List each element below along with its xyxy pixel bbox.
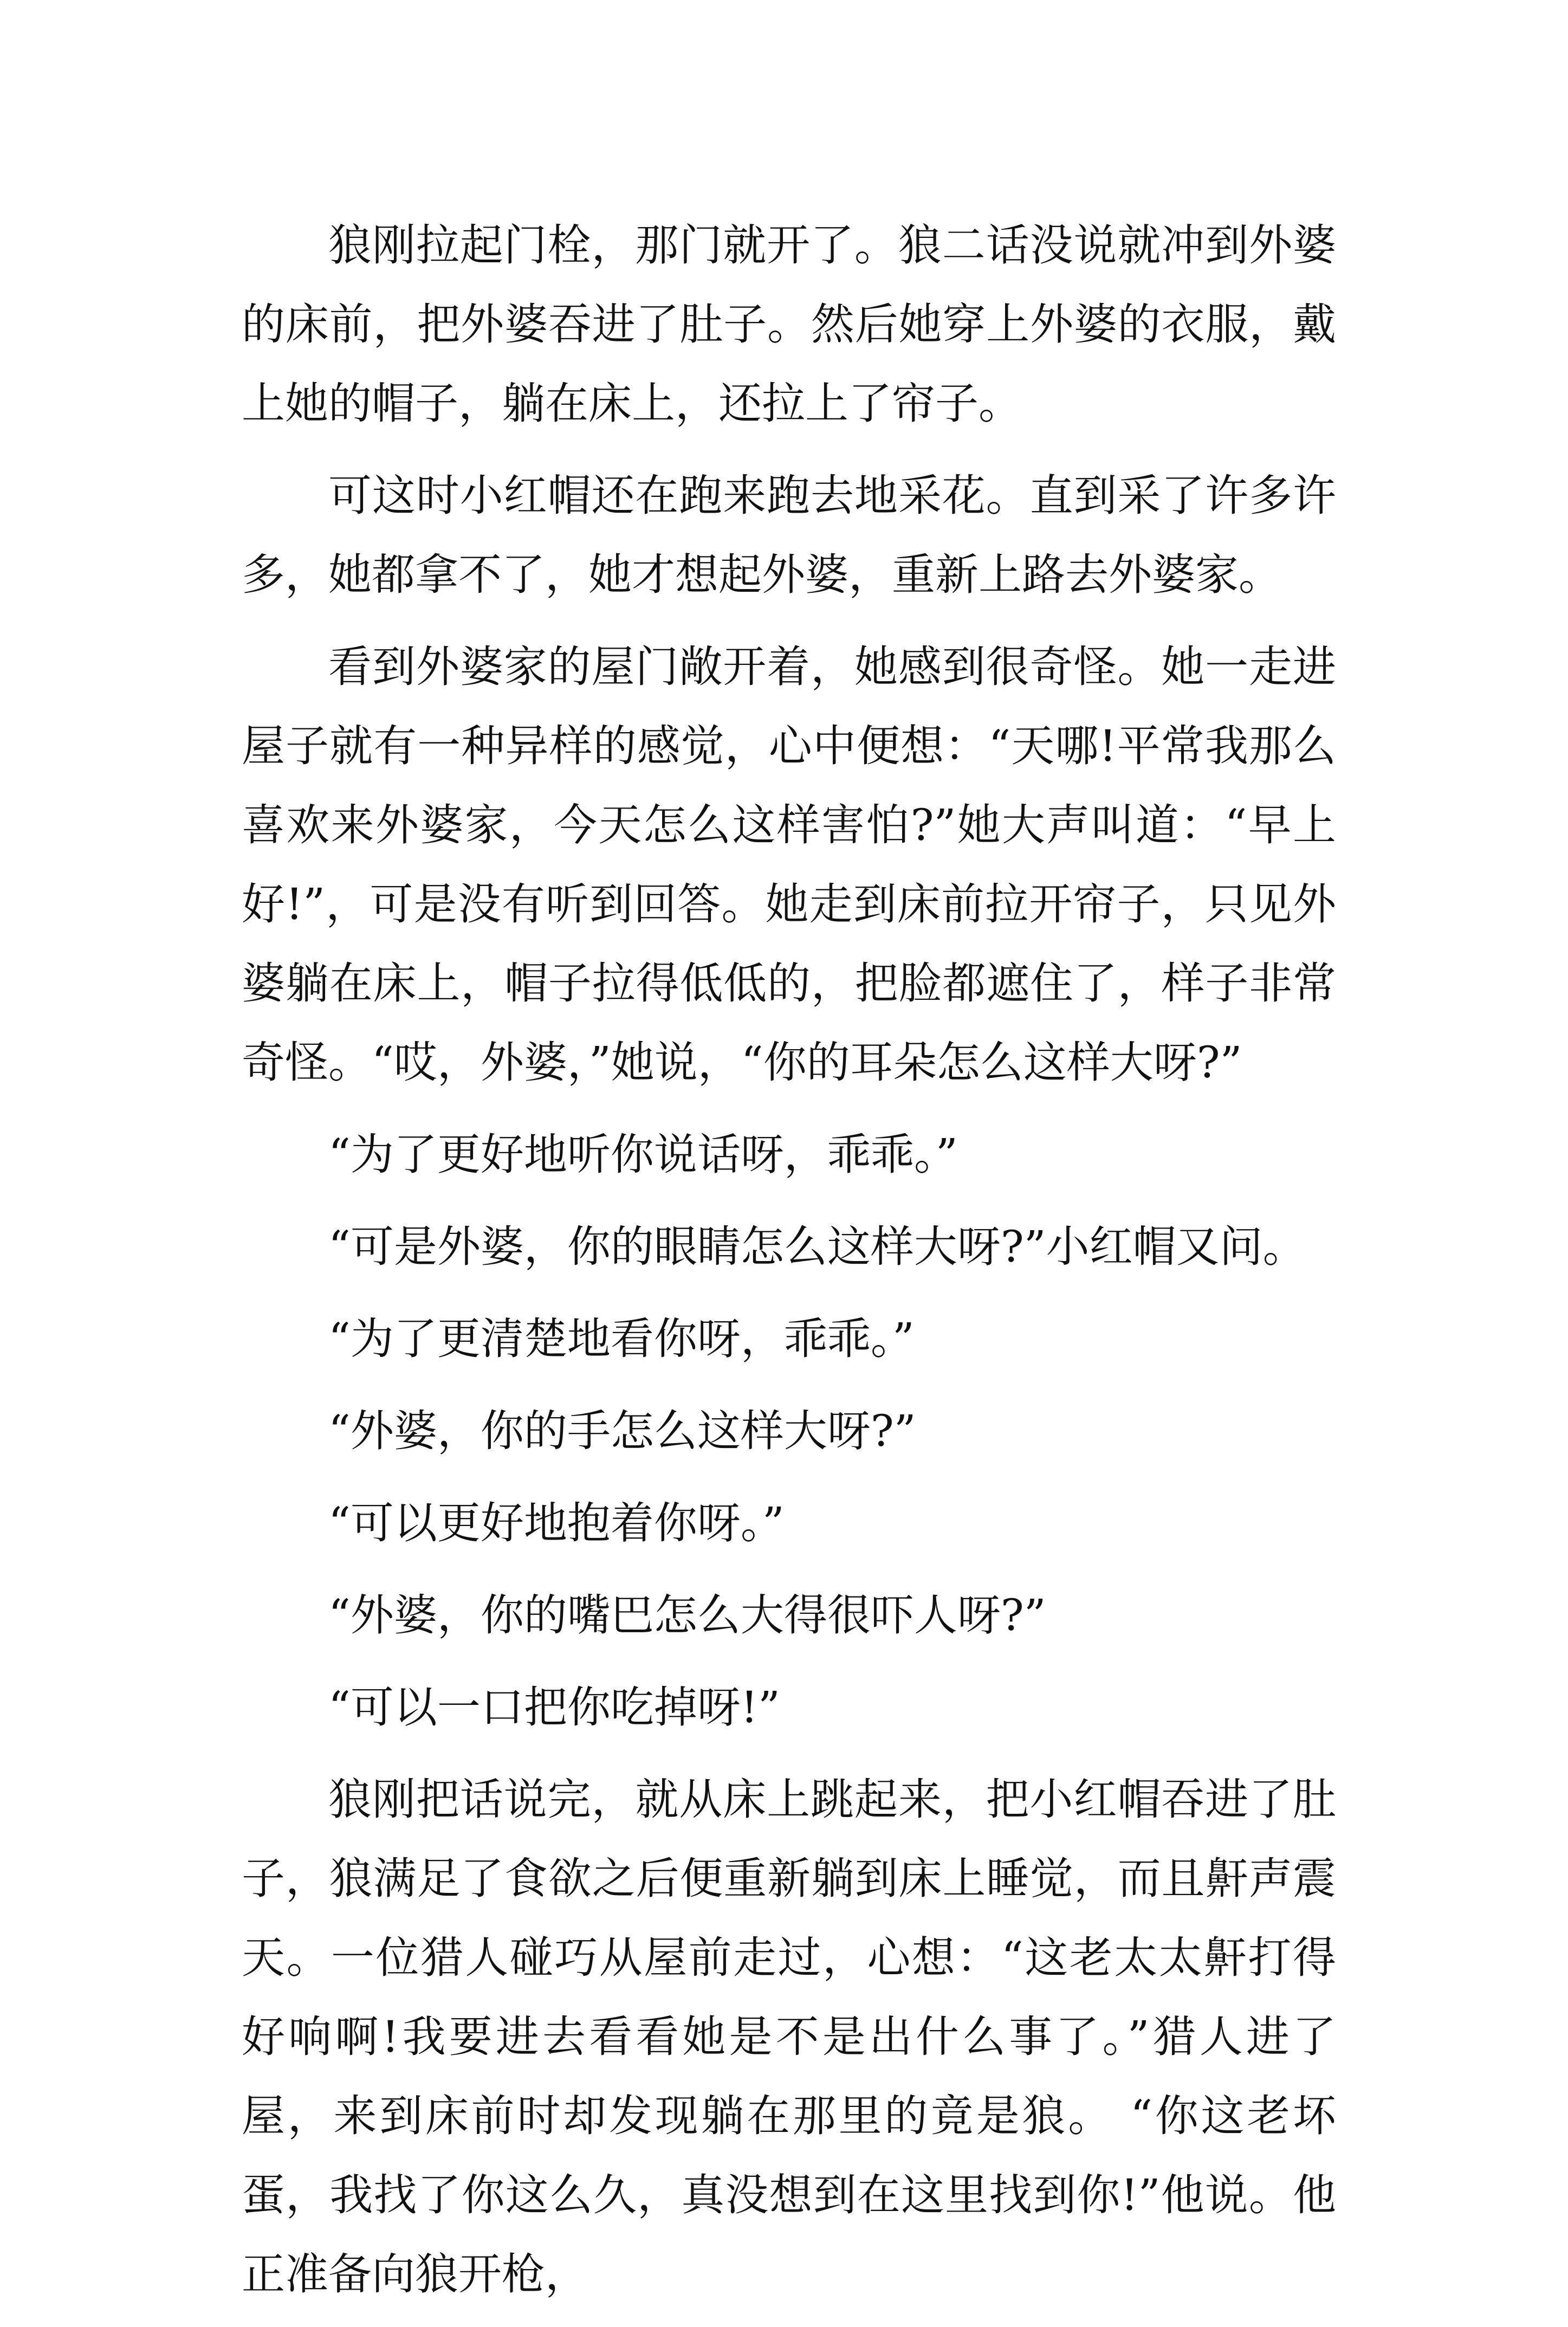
dialogue-line-4: “外婆，你的手怎么这样大呀?” (328, 1406, 916, 1456)
dialogue-line-3: “为了更清楚地看你呀，乖乖。” (328, 1314, 915, 1364)
paragraph-1: 狼刚拉起门栓，那门就开了。狼二话没说就冲到外婆的床前，把外婆吞进了肚子。然后她穿上外婆的衣服，戴上她的帽子，躺在床上，还拉上了帘子。 (242, 220, 1336, 429)
paragraph-2: 可这时小红帽还在跑来跑去地采花。直到采了许多许多，她都拿不了，她才想起外婆，重新上路去外婆家。 (242, 470, 1336, 600)
dialogue-line-5: “可以更好地抱着你呀。” (328, 1498, 785, 1548)
story-text (242, 206, 1336, 2327)
dialogue-line-6: “外婆，你的嘴巴怎么大得很吓人呀?” (328, 1590, 1046, 1640)
paragraph-4: 狼刚把话说完，就从床上跳起来，把小红帽吞进了肚子，狼满足了食欲之后便重新躺到床上睡觉，而且鼾声震天。一位猎人碰巧从屋前走过，心想：“这老太太鼾打得好响啊!我要进去看看她是不是出什么事了。”猎人进了屋，来到床前时却发现躺在那里的竟是狼。 “你这老坏蛋，我找了你这么久，真没想到在这里找到你!”他说。他正准备向狼开枪， (242, 1774, 1336, 2299)
dialogue-line-2: “可是外婆，你的眼睛怎么这样大呀?”小红帽又问。 (328, 1221, 1306, 1272)
dialogue-line-1: “为了更好地听你说话呀，乖乖。” (328, 1129, 958, 1180)
dialogue-line-7: “可以一口把你吃掉呀!” (328, 1682, 780, 1733)
paragraph-3: 看到外婆家的屋门敞开着，她感到很奇怪。她一走进屋子就有一种异样的感觉，心中便想：“天哪!平常我那么喜欢来外婆家，今天怎么这样害怕?”她大声叫道：“早上好!”，可是没有听到回答。她走到床前拉开帘子，只见外婆躺在床上，帽子拉得低低的，把脸都遮住了，样子非常奇怪。“哎，外婆，”她说，“你的耳朵怎么这样大呀?” (242, 642, 1336, 1088)
